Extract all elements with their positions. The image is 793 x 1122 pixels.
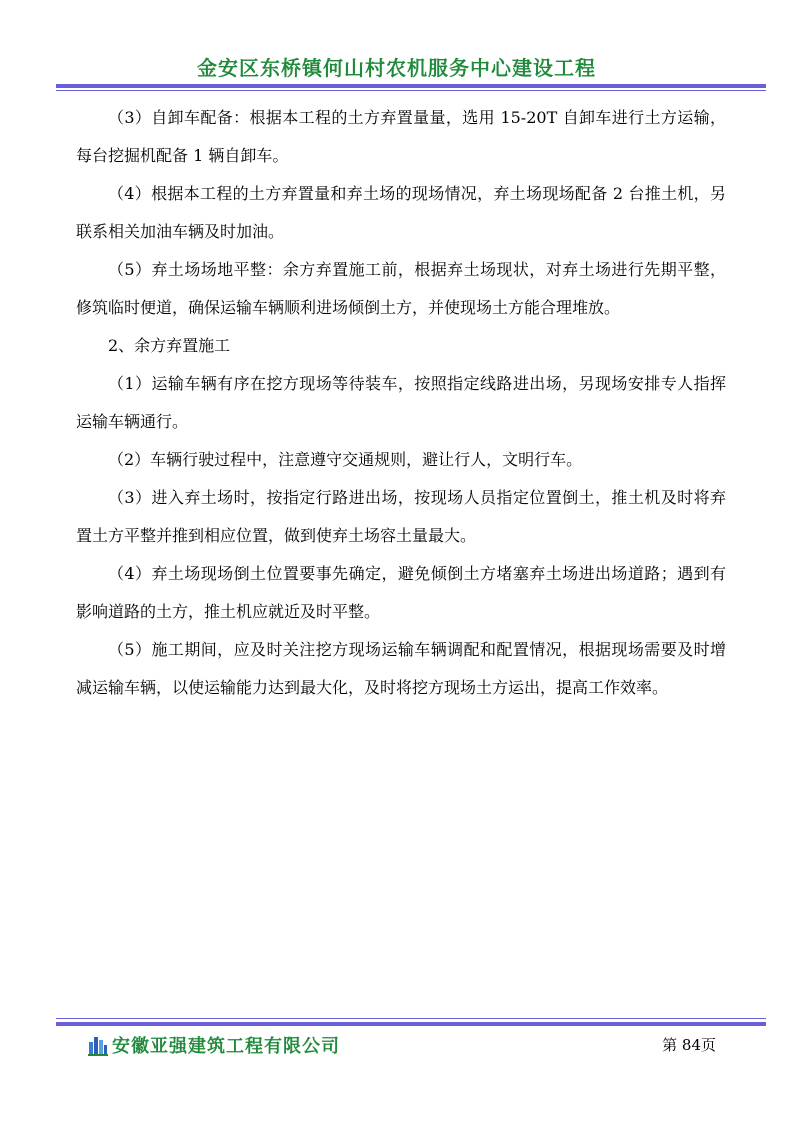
header-rule-thin [56, 90, 766, 91]
document-title: 金安区东桥镇何山村农机服务中心建设工程 [197, 56, 596, 80]
header-rule-thick [56, 84, 766, 88]
company-name: 安徽亚强建筑工程有限公司 [112, 1036, 340, 1057]
paragraph: （5）弃土场场地平整：余方弃置施工前，根据弃土场现状，对弃土场进行先期平整，修筑临时便道，确保运输车辆顺利进场倾倒土方，并使现场土方能合理堆放。 [76, 260, 726, 317]
page-footer [56, 1030, 766, 1060]
document-body [76, 99, 726, 707]
paragraph: （3）进入弃土场时，按指定行路进出场，按现场人员指定位置倒土，推土机及时将弃置土方平整并推到相应位置，做到使弃土场容土量最大。 [76, 488, 726, 545]
building-logo-icon [88, 1034, 108, 1056]
section-heading: 2、余方弃置施工 [108, 336, 231, 355]
footer-rule-thick [56, 1022, 766, 1026]
paragraph: （1）运输车辆有序在挖方现场等待装车，按照指定线路进出场，另现场安排专人指挥运输车辆通行。 [76, 374, 726, 431]
page-number: 第 84页 [662, 1036, 716, 1054]
paragraph: （2）车辆行驶过程中，注意遵守交通规则，避让行人，文明行车。 [108, 450, 583, 469]
paragraph: （4）根据本工程的土方弃置量和弃土场的现场情况，弃土场现场配备 2 台推土机，另联系相关加油车辆及时加油。 [76, 184, 726, 241]
paragraph: （3）自卸车配备：根据本工程的土方弃置量量，选用 15-20T 自卸车进行土方运输，每台挖掘机配备 1 辆自卸车。 [76, 108, 726, 165]
footer-rule-thin [56, 1018, 766, 1019]
paragraph: （5）施工期间，应及时关注挖方现场运输车辆调配和配置情况，根据现场需要及时增减运输车辆，以使运输能力达到最大化，及时将挖方现场土方运出，提高工作效率。 [76, 640, 726, 697]
paragraph: （4）弃土场现场倒土位置要事先确定，避免倾倒土方堵塞弃土场进出场道路；遇到有影响道路的土方，推土机应就近及时平整。 [76, 564, 726, 621]
